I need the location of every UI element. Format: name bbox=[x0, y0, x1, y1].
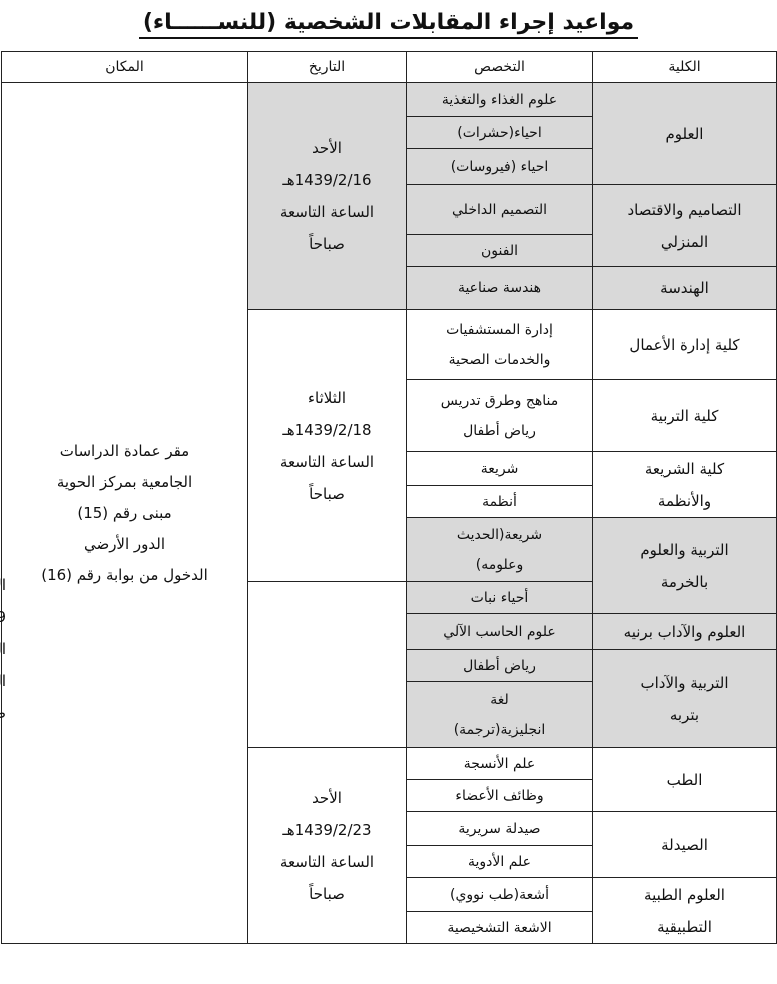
header-college: الكلية bbox=[593, 52, 777, 83]
specialty-cell: هندسة صناعية bbox=[407, 267, 593, 310]
specialty-cell: الاشعة التشخيصية bbox=[407, 912, 593, 944]
header-row bbox=[2, 52, 777, 83]
place-cell: مقر عمادة الدراسات الجامعية بمركز الحوية مبنى رقم (15) الدور الأرضي الدخول من بوابة رقم (16) bbox=[2, 83, 248, 944]
header-specialty: التخصص bbox=[407, 52, 593, 83]
specialty-cell: الفنون bbox=[407, 235, 593, 267]
schedule-table bbox=[1, 51, 777, 944]
college-cell: كلية التربية bbox=[593, 380, 777, 452]
specialty-cell: علم الأدوية bbox=[407, 846, 593, 878]
header-place: المكان bbox=[2, 52, 248, 83]
college-cell: التربية والآداب بتربه bbox=[593, 650, 777, 748]
header-date: التاريخ bbox=[248, 52, 407, 83]
specialty-cell: إدارة المستشفيات والخدمات الصحية bbox=[407, 310, 593, 380]
specialty-cell: صيدلة سريرية bbox=[407, 812, 593, 846]
college-cell: العلوم الطبية التطبيقية bbox=[593, 878, 777, 944]
specialty-cell: علوم الغذاء والتغذية bbox=[407, 83, 593, 117]
date-cell: الثلاثاء 1439/2/18هـ الساعة التاسعة صباحاً bbox=[248, 310, 407, 582]
college-cell: التربية والعلوم بالخرمة bbox=[593, 518, 777, 614]
specialty-cell: أنظمة bbox=[407, 486, 593, 518]
college-cell: التصاميم والاقتصاد المنزلي bbox=[593, 185, 777, 267]
college-cell: الهندسة bbox=[593, 267, 777, 310]
specialty-cell: رياض أطفال bbox=[407, 650, 593, 682]
date-cell: الأحد 1439/2/23هـ الساعة التاسعة صباحاً bbox=[248, 748, 407, 944]
college-cell: كلية إدارة الأعمال bbox=[593, 310, 777, 380]
specialty-cell: أحياء نبات bbox=[407, 582, 593, 614]
specialty-cell: علم الأنسجة bbox=[407, 748, 593, 780]
specialty-cell: علوم الحاسب الآلي bbox=[407, 614, 593, 650]
specialty-cell: وظائف الأعضاء bbox=[407, 780, 593, 812]
date-cell: الأحد 1439/2/16هـ الساعة التاسعة صباحاً bbox=[248, 83, 407, 310]
college-cell: الصيدلة bbox=[593, 812, 777, 878]
specialty-cell: لغة انجليزية(ترجمة) bbox=[407, 682, 593, 748]
specialty-cell: التصميم الداخلي bbox=[407, 185, 593, 235]
college-cell: العلوم bbox=[593, 83, 777, 185]
specialty-cell: احياء(حشرات) bbox=[407, 117, 593, 149]
college-cell: العلوم والآداب برنيه bbox=[593, 614, 777, 650]
specialty-cell: مناهج وطرق تدريس رياض أطفال bbox=[407, 380, 593, 452]
specialty-cell: شريعة bbox=[407, 452, 593, 486]
page-title: مواعيد إجراء المقابلات الشخصية (للنســــــاء) bbox=[0, 10, 777, 35]
specialty-cell: شريعة(الحديث وعلومه) bbox=[407, 518, 593, 582]
specialty-cell: أشعة(طب نووي) bbox=[407, 878, 593, 912]
specialty-cell: احياء (فيروسات) bbox=[407, 149, 593, 185]
college-cell: الطب bbox=[593, 748, 777, 812]
college-cell: كلية الشريعة والأنظمة bbox=[593, 452, 777, 518]
